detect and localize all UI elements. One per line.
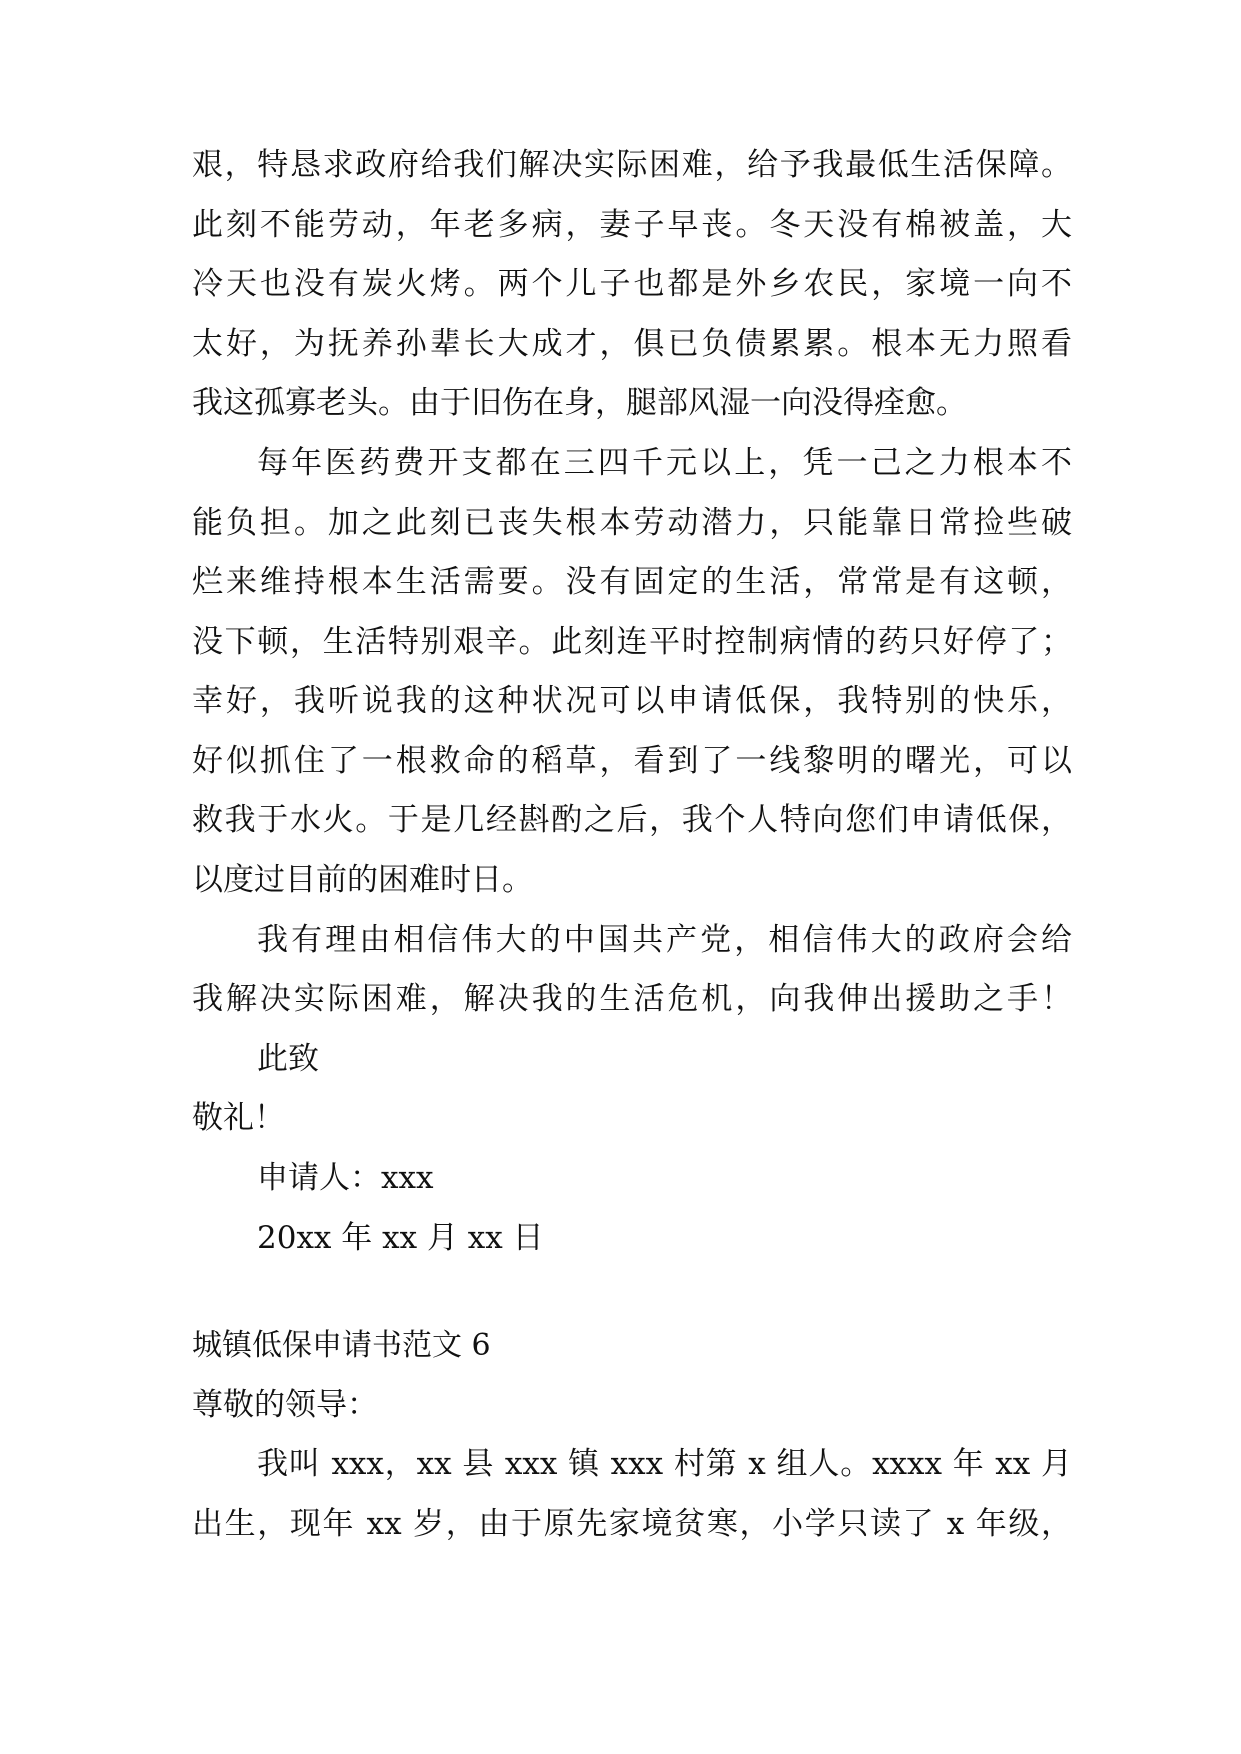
paragraph-2-line-2: 能负担。加之此刻已丧失根本劳动潜力，只能靠日常捡些破 xyxy=(192,505,1072,541)
paragraph-1-line-5: 我这孤寡老头。由于旧伤在身，腿部风湿一向没得痊愈。 xyxy=(192,385,967,421)
paragraph-1-line-1: 艰，特恳求政府给我们解决实际困难，给予我最低生活保障。 xyxy=(192,147,1072,183)
paragraph-1-line-3: 冷天也没有炭火烤。两个儿子也都是外乡农民，家境一向不 xyxy=(192,266,1072,302)
paragraph-1-line-2: 此刻不能劳动，年老多病，妻子早丧。冬天没有棉被盖，大 xyxy=(192,207,1072,243)
paragraph-2-line-1: 每年医药费开支都在三四千元以上，凭一己之力根本不 xyxy=(257,445,1072,481)
paragraph-3-line-1: 我有理由相信伟大的中国共产党，相信伟大的政府会给 xyxy=(257,922,1072,958)
paragraph-3-line-2: 我解决实际困难，解决我的生活危机，向我伸出援助之手！ xyxy=(192,981,1072,1017)
paragraph-2-line-7: 救我于水火。于是几经斟酌之后，我个人特向您们申请低保， xyxy=(192,802,1072,838)
closing-jingli: 敬礼！ xyxy=(192,1100,285,1136)
paragraph-4-line-1: 我叫 xxx，xx 县 xxx 镇 xxx 村第 x 组人。xxxx 年 xx 月 xyxy=(257,1446,1072,1482)
paragraph-4-line-2: 出生，现年 xx 岁，由于原先家境贫寒，小学只读了 x 年级， xyxy=(192,1506,1072,1542)
applicant-line: 申请人：xxx xyxy=(257,1160,434,1196)
paragraph-2-line-3: 烂来维持根本生活需要。没有固定的生活，常常是有这顿， xyxy=(192,564,1072,600)
date-line: 20xx 年 xx 月 xx 日 xyxy=(257,1220,544,1256)
paragraph-1-line-4: 太好，为抚养孙辈长大成才，俱已负债累累。根本无力照看 xyxy=(192,326,1072,362)
paragraph-2-line-8: 以度过目前的困难时日。 xyxy=(192,862,533,898)
section-title: 城镇低保申请书范文 6 xyxy=(192,1328,491,1363)
paragraph-2-line-4: 没下顿，生活特别艰辛。此刻连平时控制病情的药只好停了； xyxy=(192,624,1072,660)
salutation: 尊敬的领导： xyxy=(192,1387,378,1423)
closing-cizhi: 此致 xyxy=(257,1041,319,1077)
paragraph-2-line-6: 好似抓住了一根救命的稻草，看到了一线黎明的曙光，可以 xyxy=(192,743,1072,779)
paragraph-2-line-5: 幸好，我听说我的这种状况可以申请低保，我特别的快乐， xyxy=(192,683,1072,719)
